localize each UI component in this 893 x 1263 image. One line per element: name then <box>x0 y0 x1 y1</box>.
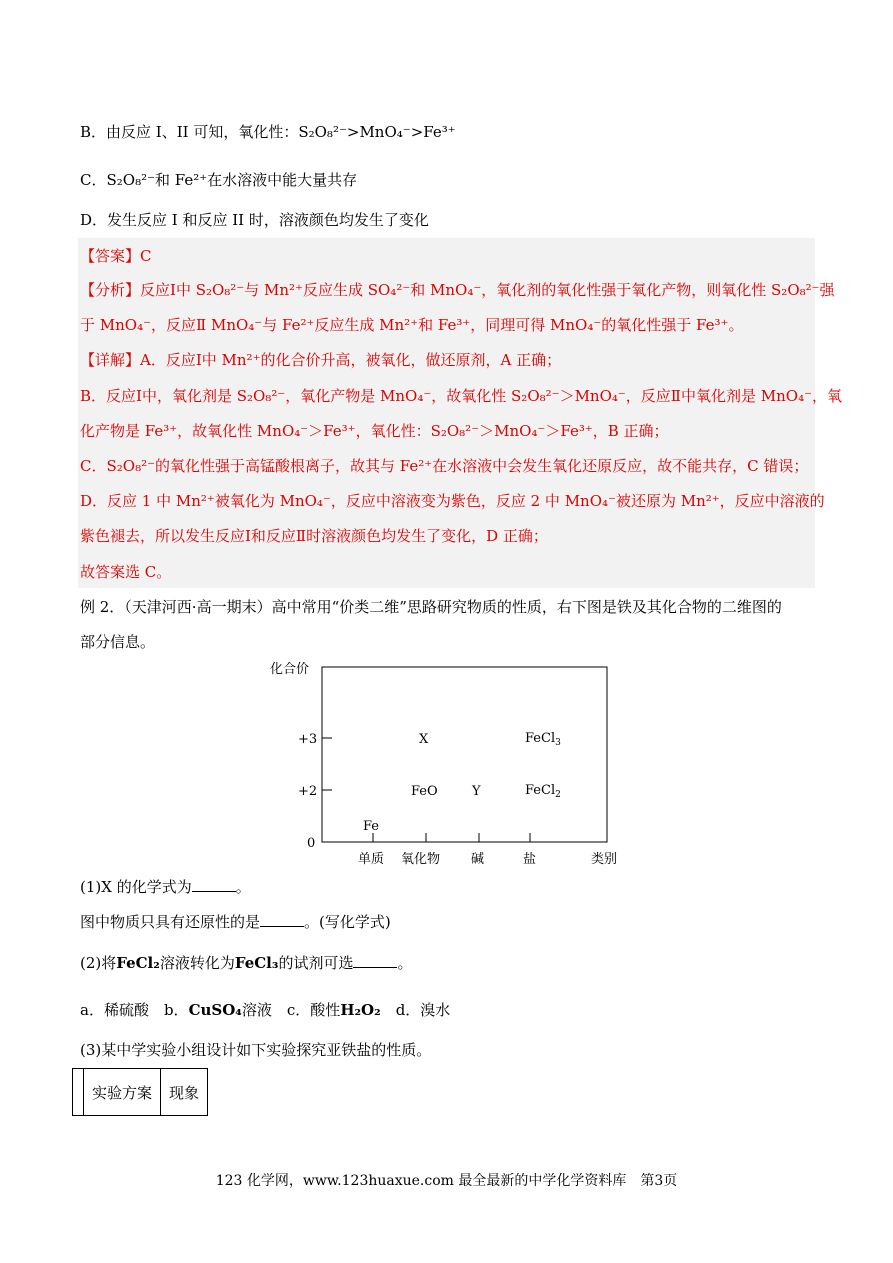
table-header-plan: 实验方案 <box>84 1069 161 1116</box>
option-d-bromine: d．溴水 <box>395 1001 451 1019</box>
table-header-phenomenon: 现象 <box>161 1069 208 1116</box>
question-2 <box>80 953 412 973</box>
option-b-solution: 溶液 <box>241 1001 272 1019</box>
chart-xcat-0: 单质 <box>358 852 385 867</box>
q2-fecl2: FeCl₂ <box>116 954 160 972</box>
table-cell-empty <box>73 1069 84 1116</box>
fecl2-sub: 2 <box>555 790 561 800</box>
table-row <box>73 1069 208 1116</box>
detail-conclusion: 故答案选 C。 <box>80 563 172 581</box>
option-c <box>80 170 357 190</box>
detail-label: 【详解】 <box>80 351 141 369</box>
page-footer: 123 化学网，www.123huaxue.com 最全最新的中学化学资料库 第3页 <box>215 1173 678 1189</box>
chart-xcat-2: 碱 <box>471 852 485 867</box>
q1a-blank[interactable] <box>192 877 236 892</box>
fecl3-sub: 3 <box>555 738 561 748</box>
analysis-label: 【分析】 <box>80 281 141 299</box>
chart-ytick-zero: 0 <box>307 836 316 851</box>
chart-xcat-1: 氧化物 <box>401 852 441 867</box>
chart-ylabel: 化合价 <box>270 662 310 677</box>
question-1a <box>80 877 251 897</box>
option-d: D．发生反应 I 和反应 II 时，溶液颜色均发生了变化 <box>80 211 429 229</box>
answer-value: C <box>140 247 152 265</box>
option-b-formula: S₂O₈²⁻>MnO₄⁻>Fe³⁺ <box>298 123 456 141</box>
q2-text-a: (2)将 <box>80 954 117 972</box>
option-b-text: B．由反应 I、II 可知，氧化性： <box>80 123 299 141</box>
q2-text-b: 溶液转化为 <box>159 954 235 972</box>
chart-point-y: Y <box>472 784 481 799</box>
chart-xlabel: 类别 <box>591 852 618 867</box>
option-a-acid: a．稀硫酸 <box>80 1001 149 1019</box>
q2-blank[interactable] <box>353 953 397 968</box>
detail-text-a: A．反应Ⅰ中 Mn²⁺的化合价升高，被氧化，做还原剂，A 正确； <box>140 351 562 369</box>
question-2-options <box>80 1000 450 1020</box>
chart-point-fe: Fe <box>363 819 380 834</box>
q1b-text: 图中物质只具有还原性的是 <box>80 913 261 931</box>
chart-point-feo: FeO <box>411 784 438 799</box>
option-b <box>80 122 456 142</box>
chart-frame <box>322 667 607 842</box>
chart-ytick-plus2: +2 <box>298 784 318 799</box>
detail-line-b1: B．反应Ⅰ中，氧化剂是 S₂O₈²⁻，氧化产物是 MnO₄⁻，故氧化性 S₂O₈²⁻＞MnO₄⁻，反应Ⅱ中氧化剂是 MnO₄⁻，氧 <box>80 387 843 405</box>
experiment-table <box>72 1068 208 1116</box>
chart-point-fecl2 <box>525 783 561 800</box>
q1a-end: 。 <box>235 878 251 896</box>
answer-line <box>80 246 152 266</box>
valence-category-chart <box>265 655 635 870</box>
detail-line-c: C．S₂O₈²⁻的氧化性强于高锰酸根离子，故其与 Fe²⁺在水溶液中会发生氧化还原反应，故不能共存，C 错误； <box>80 457 809 475</box>
fecl3-text: FeCl <box>525 731 556 746</box>
example2-line-2: 部分信息。 <box>80 633 156 651</box>
chart-point-x: X <box>419 732 429 747</box>
q1b-end: 。(写化学式) <box>304 913 391 931</box>
analysis-line-1 <box>80 280 835 300</box>
chart-point-fecl3 <box>525 731 561 748</box>
option-c-label: C． <box>80 171 107 189</box>
chart-xcat-3: 盐 <box>523 852 537 867</box>
question-1b <box>80 912 391 932</box>
chart-ytick-plus3: +3 <box>298 732 318 747</box>
detail-line-b2: 化产物是 Fe³⁺，故氧化性 MnO₄⁻＞Fe³⁺，氧化性：S₂O₈²⁻＞MnO₄⁻＞Fe³⁺，B 正确； <box>80 422 669 440</box>
q2-fecl3: FeCl₃ <box>234 954 279 972</box>
example2-line-1: 例 2．（天津河西·高一期末）高中常用“价类二维”思路研究物质的性质，右下图是铁及其化合物的二维图的 <box>80 598 782 616</box>
option-c-h2o2: H₂O₂ <box>340 1001 381 1019</box>
detail-line-d1: D．反应 1 中 Mn²⁺被氧化为 MnO₄⁻，反应中溶液变为紫色，反应 2 中 MnO₄⁻被还原为 Mn²⁺，反应中溶液的 <box>80 492 825 510</box>
option-b-cuso4: CuSO₄ <box>188 1001 242 1019</box>
q2-text-c: 的试剂可选 <box>278 954 354 972</box>
option-b-label: b． <box>163 1001 189 1019</box>
detail-line-d2: 紫色褪去，所以发生反应Ⅰ和反应Ⅱ时溶液颜色均发生了变化，D 正确； <box>80 527 548 545</box>
fecl2-text: FeCl <box>525 783 556 798</box>
q2-end: 。 <box>397 954 413 972</box>
q1a-text: (1)X 的化学式为 <box>80 878 192 896</box>
q1b-blank[interactable] <box>260 912 304 927</box>
answer-label: 【答案】 <box>80 247 141 265</box>
detail-line-a <box>80 350 561 370</box>
analysis-text-1: 反应Ⅰ中 S₂O₈²⁻与 Mn²⁺反应生成 SO₄²⁻和 MnO₄⁻，氧化剂的氧化性强于氧化产物，则氧化性 S₂O₈²⁻强 <box>140 281 835 299</box>
analysis-line-2: 于 MnO₄⁻，反应Ⅱ MnO₄⁻与 Fe²⁺反应生成 Mn²⁺和 Fe³⁺，同理可得 MnO₄⁻的氧化性强于 Fe³⁺。 <box>80 316 744 334</box>
option-c-acidic: c．酸性 <box>286 1001 341 1019</box>
question-3: (3)某中学实验小组设计如下实验探究亚铁盐的性质。 <box>80 1041 432 1059</box>
option-c-text: S₂O₈²⁻和 Fe²⁺在水溶液中能大量共存 <box>106 171 358 189</box>
